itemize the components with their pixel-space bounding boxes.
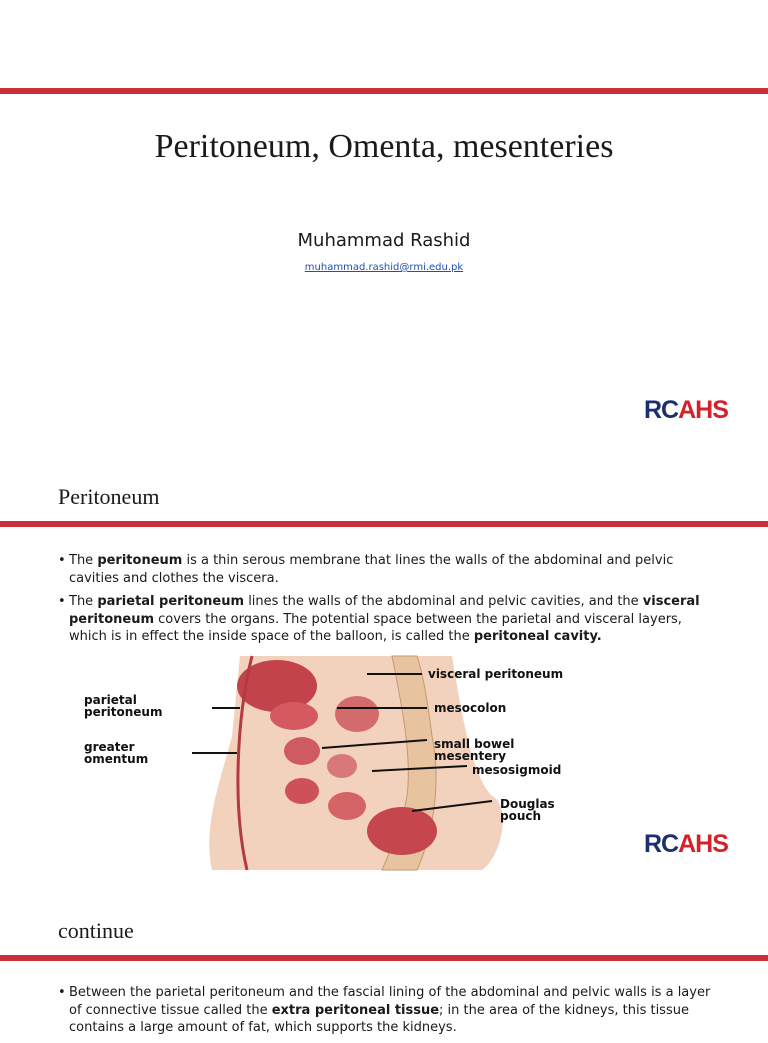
slide-title: continue (58, 918, 134, 943)
presentation-title: Peritoneum, Omenta, mesenteries (154, 128, 614, 165)
bullet-text: Between the parietal peritoneum and the fascial lining of the abdominal and pelvic walls is a layer of connective tissue called the (69, 985, 711, 1018)
author-name: Muhammad Rashid (297, 230, 471, 251)
logo-rc-text: RC (644, 830, 679, 858)
label-greater: greater (84, 740, 135, 754)
logo-ahs-text: AHS (678, 830, 728, 858)
bold-term: visceral peritoneum (69, 594, 700, 627)
bullet-item (58, 593, 718, 646)
bullet-text: The (69, 553, 98, 568)
title-slide (0, 0, 768, 470)
label-small-bowel: small bowel (434, 737, 515, 751)
rcahs-logo (644, 396, 728, 425)
bowel-loop (327, 754, 357, 778)
title-accent-bar (0, 521, 768, 527)
bullet-text: lines the walls of the abdominal and pelvic cavities, and the (244, 594, 643, 609)
bowel-loop (328, 792, 366, 820)
bullet-item (58, 552, 718, 587)
bullet-text: is a thin serous membrane that lines the walls of the abdominal and pelvic cavities and clothes the viscera. (69, 553, 674, 586)
label-omentum: omentum (84, 752, 149, 766)
label-peritoneum: peritoneum (84, 705, 163, 719)
logo-ahs-text: AHS (678, 396, 728, 424)
bullet-text: covers the organs. The potential space between the parietal and visceral layers, which is in effect the inside space of the balloon, is called the (69, 611, 682, 644)
bullet-item (58, 984, 718, 1037)
organ-loop (335, 696, 379, 732)
top-accent-bar (0, 88, 768, 94)
continue-slide (0, 888, 768, 1035)
label-parietal: parietal (84, 693, 137, 707)
title-accent-bar (0, 955, 768, 961)
slide-title: Peritoneum (58, 484, 160, 509)
label-mesosigmoid: mesosigmoid (472, 763, 562, 777)
bold-term: peritoneum (97, 553, 183, 568)
bullet-list (58, 552, 718, 652)
bold-term: extra peritoneal tissue (271, 1002, 440, 1018)
author-email-link[interactable]: muhammad.rashid@rmi.edu.pk (304, 262, 464, 273)
pelvic-organ (367, 807, 437, 855)
colon-shape (270, 702, 318, 730)
bold-term: peritoneal cavity. (473, 629, 602, 644)
rcahs-logo (644, 830, 728, 859)
bullet-text: The (69, 594, 98, 609)
peritoneum-diagram (72, 656, 644, 870)
bowel-loop (284, 737, 320, 765)
label-mesocolon: mesocolon (434, 701, 507, 715)
anatomy-illustration (72, 656, 644, 870)
bold-term: parietal peritoneum (97, 594, 245, 609)
label-pouch: pouch (500, 809, 542, 823)
peritoneum-slide (0, 470, 768, 888)
bullet-list (58, 984, 718, 1043)
label-mesentery: mesentery (434, 749, 507, 763)
label-douglas: Douglas (500, 797, 555, 811)
label-visceral-peritoneum: visceral peritoneum (428, 667, 564, 681)
logo-rc-text: RC (644, 396, 679, 424)
bowel-loop (285, 778, 319, 804)
bullet-text: ; in the area of the kidneys, this tissue contains a large amount of fat, which supports the kidneys. (69, 1002, 689, 1035)
